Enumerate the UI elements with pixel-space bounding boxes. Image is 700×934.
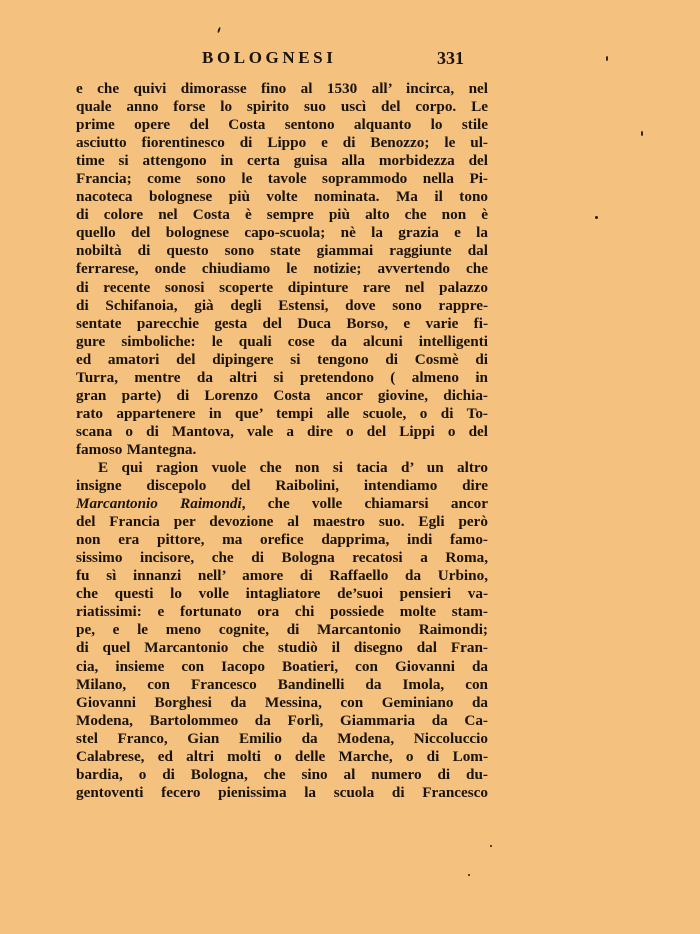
text-line: del Francia per devozione al maestro suo. Egli però [76,513,488,531]
text-line: ed amatori del dipingere si tengono di Cosmè di [76,350,488,368]
text-line: insigne discepolo del Raibolini, intendiamo dire [76,477,488,495]
text-line: e che quivi dimorasse fino al 1530 all’ incirca, nel [76,80,488,97]
text-line: stel Franco, Gian Emilio da Modena, Niccoluccio [76,729,488,747]
text-line: di Schifanoia, già degli Estensi, dove sono rappre- [76,296,488,314]
text-line: gure simboliche: le quali cose da alcuni intelligenti [76,332,488,350]
text-line: Turra, mentre da altri si pretendono ( almeno in [76,368,488,386]
text-line: pe, e le meno cognite, di Marcantonio Raimondi; [76,621,488,639]
text-line: che questi lo volle intagliatore de’suoi pensieri va- [76,585,488,603]
text-line: di colore nel Costa è sempre più alto che non è [76,206,488,224]
text-line: Milano, con Francesco Bandinelli da Imola, con [76,675,488,693]
text-line: ferrarese, onde chiudiamo le notizie; avvertendo che [76,260,488,278]
text-line: quello del bolognese capo-scuola; nè la grazia e la [76,224,488,242]
text-line-with-italic [76,495,488,513]
text-line: fu sì innanzi nell’ amore di Raffaello da Urbino, [76,567,488,585]
text-line: non era pittore, ma orefice dapprima, indi famo- [76,531,488,549]
text-line: riatissimi: e fortunato ora chi possiede molte stam- [76,603,488,621]
ink-speck [490,845,492,847]
ink-speck [641,131,643,136]
ink-speck [606,56,608,61]
text-line: Giovanni Borghesi da Messina, con Geminiano da [76,693,488,711]
italic-line-rest: , che volle chiamarsi ancor [241,495,488,513]
text-line: di recente sonosi scoperte dipinture rare nel palazzo [76,278,488,296]
text-line: gran parte) di Lorenzo Costa ancor giovine, dichia- [76,386,488,404]
text-line: bardia, o di Bologna, che sino al numero di du- [76,765,488,783]
text-line: rato appartenere in que’ tempi alle scuole, o di To- [76,404,488,422]
running-title: BOLOGNESI [202,48,337,67]
text-line: E qui ragion vuole che non si tacia d’ un altro [98,458,488,476]
ink-speck [595,216,598,219]
body-text [76,80,488,802]
text-line: Modena, Bartolommeo da Forlì, Giammaria da Ca- [76,711,488,729]
ink-speck [217,27,221,33]
text-line: sissimo incisore, che di Bologna recatosi a Roma, [76,549,488,567]
text-line: time si attengono in certa guisa alla morbidezza del [76,152,488,170]
text-line: Francia; come sono le tavole soprammodo nella Pi- [76,170,488,188]
text-line: nobiltà di questo sono state giammai raggiunte dal [76,242,488,260]
text-line: asciutto fiorentinesco di Lippo e di Benozzo; le ul- [76,134,488,152]
text-line: sentate parecchie gesta del Duca Borso, e varie fi- [76,314,488,332]
text-line: cia, insieme con Iacopo Boatieri, con Giovanni da [76,657,488,675]
page-header [0,46,700,70]
text-line: nacoteca bolognese più volte nominata. Ma il tono [76,188,488,206]
text-line: di quel Marcantonio che studiò il disegno dal Fran- [76,639,488,657]
text-line: prime opere del Costa sentono alquanto lo stile [76,116,488,134]
text-line: scana o di Mantova, vale a dire o del Lippi o del [76,422,488,440]
page-number: 331 [437,48,464,68]
text-line: gentoventi fecero pienissima la scuola di Francesco [76,783,488,801]
italic-name: Marcantonio Raimondi [76,495,242,513]
text-line: Calabrese, ed altri molti o delle Marche, o di Lom- [76,747,488,765]
text-line: quale anno forse lo spirito suo uscì del corpo. Le [76,98,488,116]
ink-speck [468,874,470,876]
text-line: famoso Mantegna. [76,440,197,458]
